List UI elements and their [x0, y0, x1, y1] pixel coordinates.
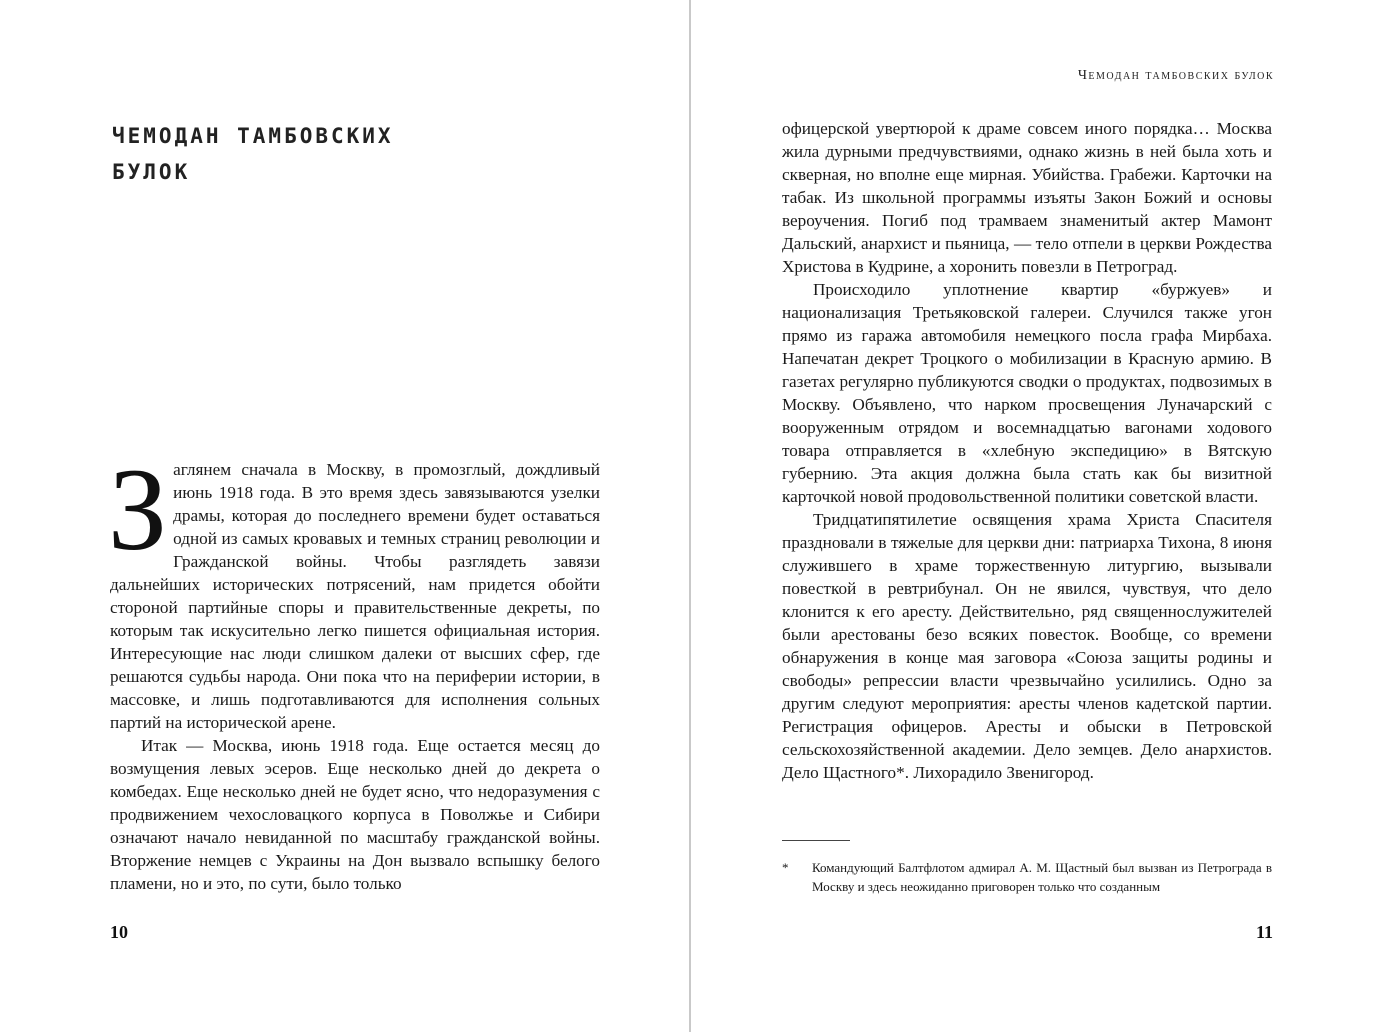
footnote-mark: * [782, 860, 789, 875]
footnote-text: Командующий Балтфлотом адмирал А. М. Щастный был вызван из Петрограда в Москву и здесь неожиданно приговорен только что созданным [812, 860, 1272, 894]
footnote [782, 858, 1272, 896]
left-body-text [108, 444, 600, 895]
right-page [691, 0, 1379, 1032]
left-paragraph-1-text: аглянем сначала в Москву, в промозглый, дождливый июнь 1918 года. В это время здесь завязываются узелки драмы, которая до последнего времени будет оставаться одной из самых кровавых и темных страниц революции и Гражданской войны. Чтобы разглядеть завязи дальнейших исторических потрясений, нам придется обойти стороной партийные споры и правительственные декреты, по которым так искусительно легко пишется официальная история. Интересующие нас люди слишком далеки от высших сфер, где решаются судьбы народа. Они пока что на периферии истории, в массовке, и лишь подготавливаются для исполнения сольных партий на исторической арене. [110, 460, 600, 732]
left-paragraph-2: Итак — Москва, июнь 1918 года. Еще остается месяц до возмущения левых эсеров. Еще несколько дней до декрета о комбедах. Еще несколько дней не будет ясно, что недоразумения с продвижением чехословацкого корпуса в Поволжье и Сибири означают начало невиданной по масштабу гражданской войны. Вторжение немцев с Украины на Дон вызвало вспышку белого пламени, но и это, по сути, было только [110, 736, 600, 893]
running-head: Чемодан тамбовских булок [1077, 68, 1274, 83]
chapter-title: ЧЕМОДАН ТАМБОВСКИХ БУЛОК [112, 124, 394, 184]
page-number-right: 11 [1255, 922, 1273, 942]
left-paragraph-1 [108, 444, 600, 734]
left-page [0, 0, 689, 1032]
right-paragraph-3: Тридцатипятилетие освящения храма Христа Спасителя праздновали в тяжелые для церкви дни: патриарха Тихона, 8 июня служившего в храме торжественную литургию, вызывали повесткой в ревтрибунал. Он не явился, чувствуя, что дело клонится к его аресту. Действительно, ряд священнослужителей были арестованы безо всяких повесток. Вообще, со времени обнаружения в конце мая заговора «Союза защиты родины и свободы» репрессии власти чрезвычайно усилились. Одно за другим следуют мероприятия: аресты членов кадетской партии. Регистрация офицеров. Аресты и обыски в Петровской сельскохозяйственной академии. Дело земцев. Дело анархистов. Дело Щастного*. Лихорадило Звенигород. [782, 510, 1272, 782]
right-paragraph-2: Происходило уплотнение квартир «буржуев» и национализация Третьяковской галереи. Случился также угон прямо из гаража автомобиля немецкого посла графа Мирбаха. Напечатан декрет Троцкого о мобилизации в Красную армию. В газетах регулярно публикуются сводки о продуктах, подвозимых в Москву. Объявлено, что нарком просвещения Луначарский с вооруженным отрядом и восемнадцатью вагонами ходового товара отправляется в «хлебную экспедицию» в Вятскую губернию. Эта акция должна была стать как бы визитной карточкой новой продовольственной политики советской власти. [782, 280, 1272, 506]
page-number-left: 10 [110, 922, 128, 942]
footnote-rule [782, 840, 850, 841]
right-body-text [782, 117, 1272, 784]
drop-cap: З [108, 444, 168, 575]
right-paragraph-1: офицерской увертюрой к драме совсем иного порядка… Москва жила дурными предчувствиями, однако жизнь в ней была хоть и скверная, но вполне еще мирная. Убийства. Грабежи. Карточки на табак. Из школьной программы изъяты Закон Божий и основы вероучения. Погиб под трамваем знаменитый актер Мамонт Дальский, анархист и пьяница, — тело отпели в церкви Рождества Христова в Кудрине, а хоронить повезли в Петроград. [782, 119, 1272, 276]
